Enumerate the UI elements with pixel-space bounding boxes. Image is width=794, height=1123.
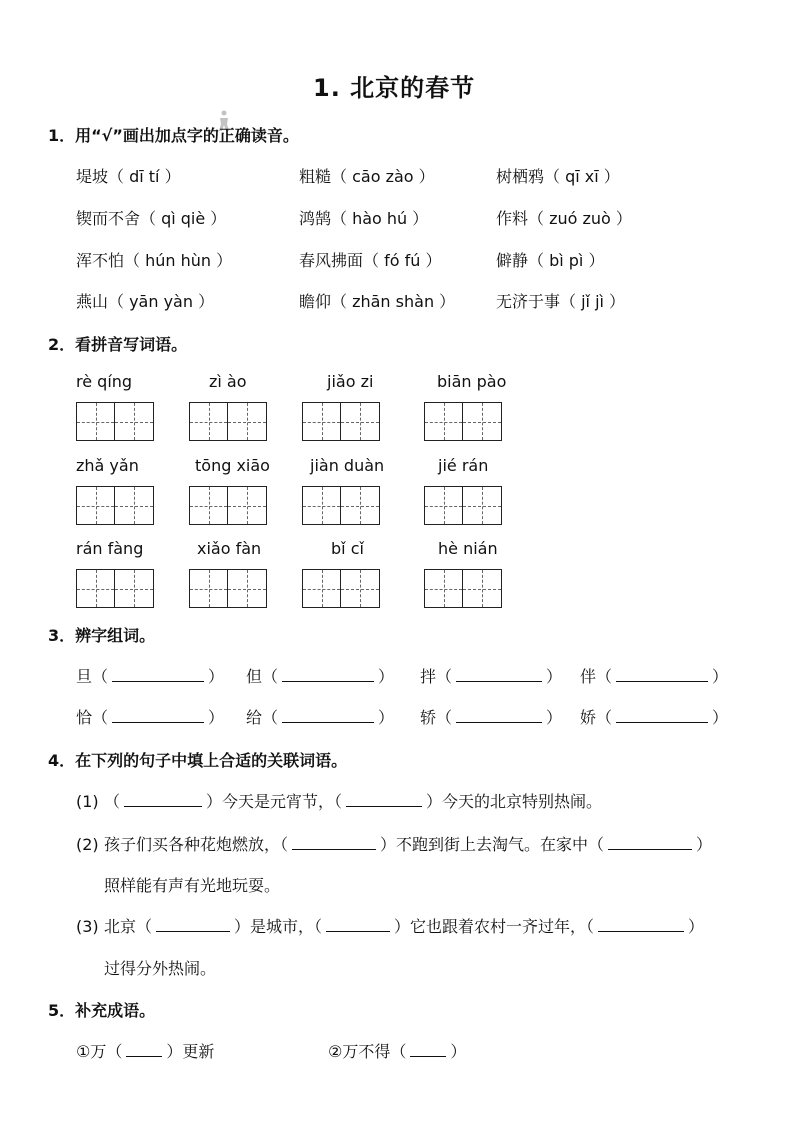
blank[interactable] bbox=[608, 835, 692, 850]
char: 恰 bbox=[76, 708, 93, 727]
word-group-item: 轿（ ） bbox=[420, 708, 563, 727]
pinyin-label: tōng xiāo bbox=[195, 456, 270, 475]
pinyin-label: rán fàng bbox=[76, 539, 144, 558]
page-title: 1. 北京的春节 bbox=[313, 74, 476, 102]
pinyin-label: jié rán bbox=[438, 456, 489, 475]
word-group-item: 但（ ） bbox=[246, 667, 395, 686]
q1-item: 僻静（ bì pì ） bbox=[496, 251, 605, 270]
pinyin-label: biān pào bbox=[437, 372, 507, 391]
blank[interactable] bbox=[156, 917, 230, 932]
q1-item: 浑不怕（ hún hùn ） bbox=[76, 251, 233, 270]
pinyin-label: xiǎo fàn bbox=[197, 539, 262, 558]
q4-sentence-3: 北京（ ）是城市，（ ）它也跟着农村一齐过年，（ ） bbox=[104, 917, 705, 936]
char: 伴 bbox=[580, 667, 597, 686]
blank[interactable] bbox=[282, 708, 374, 723]
blank[interactable] bbox=[124, 792, 202, 807]
char: 但 bbox=[246, 667, 263, 686]
tianzi-box[interactable] bbox=[302, 486, 380, 525]
pinyin-label: zhǎ yǎn bbox=[76, 456, 139, 475]
idiom-item-2: ②万不得（ ） bbox=[328, 1042, 467, 1061]
tianzi-box[interactable] bbox=[189, 486, 267, 525]
q4-sentence-2: 孩子们买各种花炮燃放，（ ）不跑到街上去淘气。在家中（ ） bbox=[104, 835, 713, 854]
word-group-item: 娇（ ） bbox=[580, 708, 729, 727]
tianzi-box[interactable] bbox=[424, 486, 502, 525]
pinyin-label: bǐ cǐ bbox=[331, 539, 364, 558]
char: 旦 bbox=[76, 667, 93, 686]
q1-item: 锲而不舍（ qì qiè ） bbox=[76, 209, 227, 228]
tianzi-box[interactable] bbox=[189, 569, 267, 608]
char: 给 bbox=[246, 708, 263, 727]
pinyin-label: hè nián bbox=[438, 539, 498, 558]
blank[interactable] bbox=[326, 917, 390, 932]
tianzi-box[interactable] bbox=[424, 569, 502, 608]
tianzi-box[interactable] bbox=[302, 569, 380, 608]
q4-heading: 4．在下列的句子中填上合适的关联词语。 bbox=[48, 751, 348, 770]
q5-heading: 5．补充成语。 bbox=[48, 1001, 156, 1020]
pinyin-label: zì ào bbox=[209, 372, 247, 391]
q1-item: 树栖鸦（ qī xī ） bbox=[496, 167, 620, 186]
q4-number: (3) bbox=[76, 917, 99, 936]
pinyin-label: jiàn duàn bbox=[310, 456, 385, 475]
blank[interactable] bbox=[598, 917, 684, 932]
q4-sentence-3-cont: 过得分外热闹。 bbox=[104, 959, 217, 978]
tianzi-box[interactable] bbox=[76, 486, 154, 525]
blank[interactable] bbox=[616, 708, 708, 723]
q4-number: (1) bbox=[76, 792, 99, 811]
blank[interactable] bbox=[456, 667, 542, 682]
tianzi-box[interactable] bbox=[424, 402, 502, 441]
blank[interactable] bbox=[410, 1042, 446, 1057]
q2-heading: 2．看拼音写词语。 bbox=[48, 335, 188, 354]
q1-item: 作料（ zuó zuò ） bbox=[496, 209, 632, 228]
q3-heading: 3．辨字组词。 bbox=[48, 626, 156, 645]
char: 拌 bbox=[420, 667, 437, 686]
word-group-item: 旦（ ） bbox=[76, 667, 225, 686]
blank[interactable] bbox=[616, 667, 708, 682]
pinyin-label: rè qíng bbox=[76, 372, 133, 391]
q4-number: (2) bbox=[76, 835, 99, 854]
blank[interactable] bbox=[292, 835, 376, 850]
q1-item: 春风拂面（ fó fú ） bbox=[299, 251, 442, 270]
blank[interactable] bbox=[112, 708, 204, 723]
tianzi-box[interactable] bbox=[76, 402, 154, 441]
word-group-item: 拌（ ） bbox=[420, 667, 563, 686]
q1-item: 鸿鹄（ hào hú ） bbox=[299, 209, 429, 228]
blank[interactable] bbox=[112, 667, 204, 682]
word-group-item: 恰（ ） bbox=[76, 708, 225, 727]
blank[interactable] bbox=[456, 708, 542, 723]
char: 轿 bbox=[420, 708, 437, 727]
char: 娇 bbox=[580, 708, 597, 727]
q1-item: 无济于事（ jǐ jì ） bbox=[496, 292, 626, 311]
idiom-item-1: ①万（ ）更新 bbox=[76, 1042, 215, 1061]
tianzi-box[interactable] bbox=[189, 402, 267, 441]
word-group-item: 给（ ） bbox=[246, 708, 395, 727]
tianzi-box[interactable] bbox=[302, 402, 380, 441]
pinyin-label: jiǎo zi bbox=[327, 372, 374, 391]
blank[interactable] bbox=[126, 1042, 162, 1057]
word-group-item: 伴（ ） bbox=[580, 667, 729, 686]
q1-item: 粗糙（ cāo zào ） bbox=[299, 167, 435, 186]
q1-item: 堤坡（ dī tí ） bbox=[76, 167, 181, 186]
blank[interactable] bbox=[346, 792, 422, 807]
q1-heading: 1．用“√”画出加点字的正确读音。 bbox=[48, 126, 299, 145]
q4-sentence-2-cont: 照样能有声有光地玩耍。 bbox=[104, 876, 281, 895]
q1-item: 瞻仰（ zhān shàn ） bbox=[299, 292, 456, 311]
blank[interactable] bbox=[282, 667, 374, 682]
q4-sentence-1: （ ）今天是元宵节，（ ）今天的北京特别热闹。 bbox=[104, 792, 603, 811]
tianzi-box[interactable] bbox=[76, 569, 154, 608]
q1-item: 燕山（ yān yàn ） bbox=[76, 292, 215, 311]
